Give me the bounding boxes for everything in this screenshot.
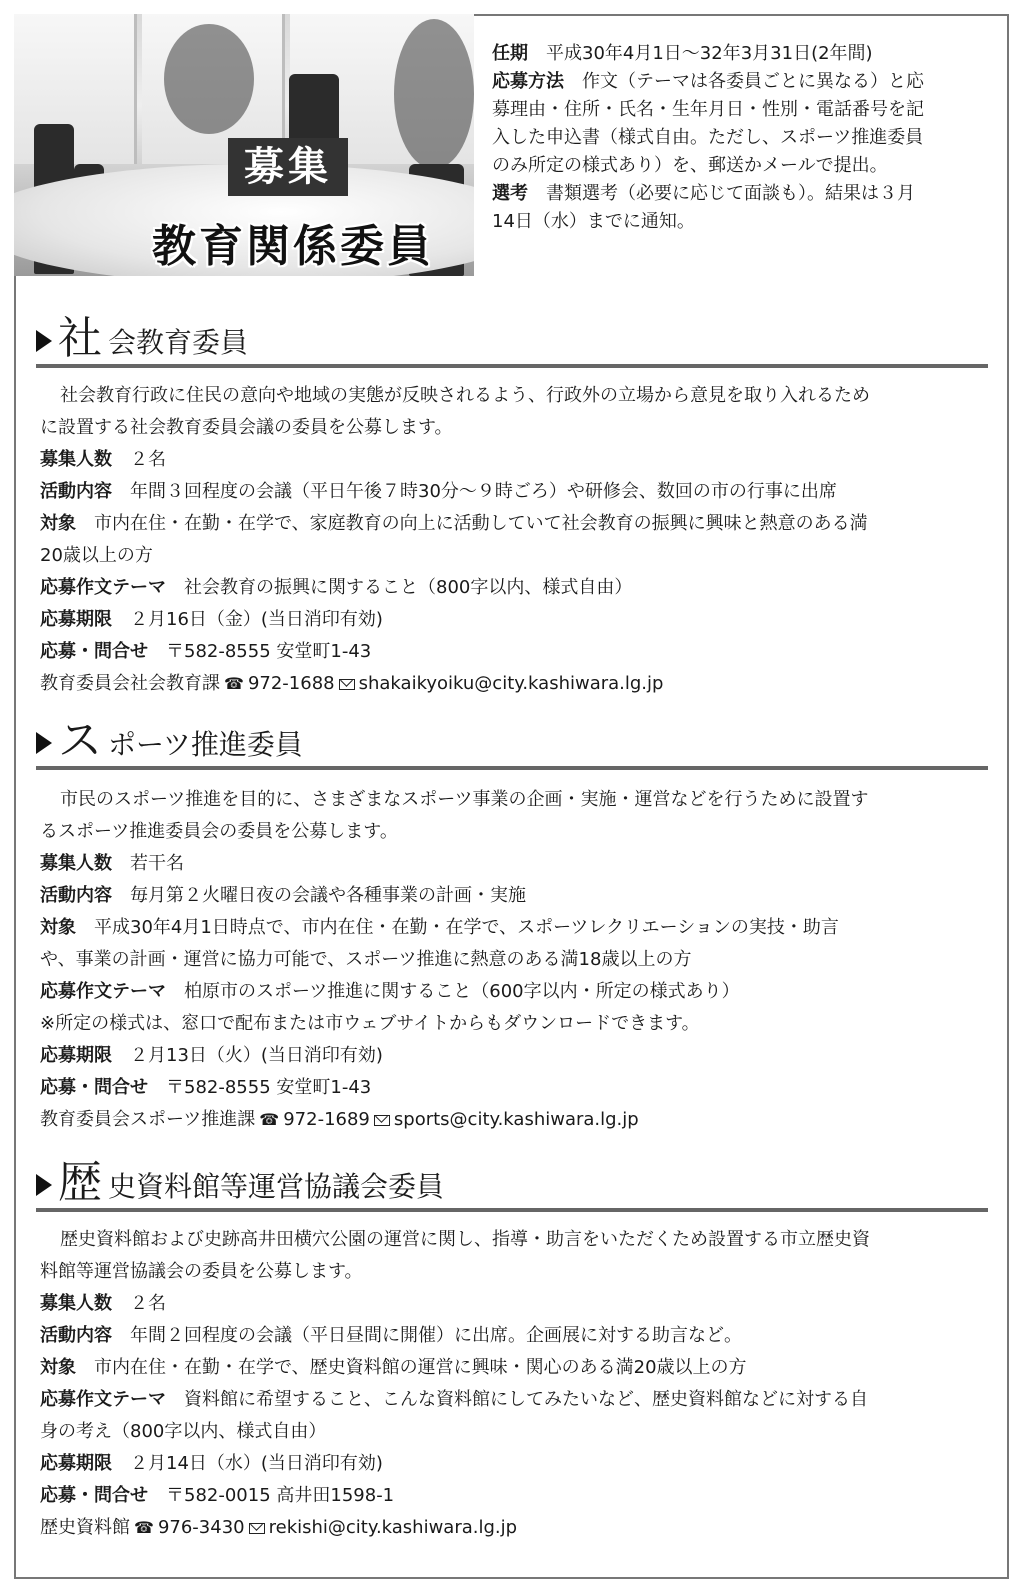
target-value: 市内在住・在勤・在学で、家庭教育の向上に活動していて社会教育の振興に興味と熱意のある満 — [94, 513, 868, 534]
target-value: 20歳以上の方 — [40, 545, 153, 566]
triangle-icon — [36, 732, 52, 754]
hero-title-large: 教育関係委員 — [152, 221, 434, 272]
email-link[interactable]: sports@city.kashiwara.lg.jp — [393, 1109, 639, 1130]
theme-value: 身の考え（800字以内、様式自由） — [40, 1421, 327, 1442]
section-initial: 社 — [58, 313, 102, 364]
email-link[interactable]: shakaikyoiku@city.kashiwara.lg.jp — [358, 673, 664, 694]
section-body — [40, 784, 980, 1136]
apply-value: 募理由・住所・氏名・生年月日・性別・電話番号を記 — [492, 99, 924, 120]
theme-label: 応募作文テーマ — [40, 577, 166, 598]
plant-decoration — [164, 24, 254, 134]
contact-label: 応募・問合せ — [40, 641, 148, 662]
department: 歴史資料館 — [40, 1517, 130, 1538]
target-value: 市内在住・在勤・在学で、歴史資料館の運営に興味・関心のある満20歳以上の方 — [94, 1357, 747, 1378]
note-text: ※所定の様式は、窓口で配布または市ウェブサイトからもダウンロードできます。 — [40, 1013, 700, 1034]
department: 教育委員会スポーツ推進課 — [40, 1109, 256, 1130]
section-title: ポーツ推進委員 — [108, 728, 303, 761]
plant-decoration — [394, 19, 474, 169]
select-value: 書類選考（必要に応じて面談も）。結果は３月 — [546, 183, 915, 204]
target-label: 対象 — [40, 513, 76, 534]
activity-value: 年間３回程度の会議（平日午後７時30分～９時ごろ）や研修会、数回の市の行事に出席 — [130, 481, 837, 502]
target-label: 対象 — [40, 917, 76, 938]
mail-icon — [339, 679, 355, 690]
activity-value: 年間２回程度の会議（平日昼間に開催）に出席。企画展に対する助言など。 — [130, 1325, 742, 1346]
section-heading — [36, 1157, 988, 1212]
term-value: 平成30年4月1日～32年3月31日(2年間) — [546, 43, 873, 64]
theme-value: 柏原市のスポーツ推進に関すること（600字以内・所定の様式あり） — [184, 981, 740, 1002]
address: 〒582-0015 高井田1598-1 — [166, 1485, 395, 1506]
section-initial: ス — [58, 715, 102, 766]
address: 〒582-8555 安堂町1-43 — [166, 1077, 372, 1098]
contact-label: 応募・問合せ — [40, 1077, 148, 1098]
section-title: 史資料館等運営協議会委員 — [108, 1170, 445, 1203]
activity-value: 毎月第２火曜日夜の会議や各種事業の計画・実施 — [130, 885, 526, 906]
target-value: 平成30年4月1日時点で、市内在住・在勤・在学で、スポーツレクリエーションの実技・助言 — [94, 917, 839, 938]
count-label: 募集人数 — [40, 853, 112, 874]
department: 教育委員会社会教育課 — [40, 673, 220, 694]
deadline-label: 応募期限 — [40, 609, 112, 630]
hero-title-small: 募集 — [244, 143, 332, 190]
intro-text: るスポーツ推進委員会の委員を公募します。 — [40, 821, 398, 842]
intro-text: 市民のスポーツ推進を目的に、さまざまなスポーツ事業の企画・実施・運営などを行うために設置す — [60, 789, 869, 810]
theme-value: 社会教育の振興に関すること（800字以内、様式自由） — [184, 577, 633, 598]
deadline-value: ２月13日（火）(当日消印有効) — [130, 1045, 383, 1066]
count-label: 募集人数 — [40, 449, 112, 470]
section-body — [40, 1224, 980, 1544]
triangle-icon — [36, 1174, 52, 1196]
intro-text: 歴史資料館および史跡高井田横穴公園の運営に関し、指導・助言をいただくため設置する市立歴史資 — [60, 1229, 870, 1250]
deadline-label: 応募期限 — [40, 1045, 112, 1066]
activity-label: 活動内容 — [40, 481, 112, 502]
intro-text: に設置する社会教育委員会議の委員を公募します。 — [40, 417, 453, 438]
count-label: 募集人数 — [40, 1293, 112, 1314]
target-value: や、事業の計画・運営に協力可能で、スポーツ推進に熱意のある満18歳以上の方 — [40, 949, 692, 970]
general-info — [492, 40, 992, 236]
apply-value: 入した申込書（様式自由。ただし、スポーツ推進委員 — [492, 127, 924, 148]
phone-icon: ☎ — [134, 1518, 154, 1537]
contact-label: 応募・問合せ — [40, 1485, 148, 1506]
section-body — [40, 380, 980, 700]
apply-label: 応募方法 — [492, 71, 564, 92]
activity-label: 活動内容 — [40, 1325, 112, 1346]
mail-icon — [249, 1523, 265, 1534]
theme-label: 応募作文テーマ — [40, 981, 166, 1002]
phone-number[interactable]: 976-3430 — [157, 1517, 245, 1538]
count-value: ２名 — [130, 449, 166, 470]
count-value: ２名 — [130, 1293, 166, 1314]
hero-image — [14, 14, 474, 276]
triangle-icon — [36, 330, 52, 352]
select-value: 14日（水）までに通知。 — [492, 211, 695, 232]
intro-text: 社会教育行政に住民の意向や地域の実態が反映されるよう、行政外の立場から意見を取り入れるため — [60, 385, 870, 406]
activity-label: 活動内容 — [40, 885, 112, 906]
apply-value: のみ所定の様式あり）を、郵送かメールで提出。 — [492, 155, 888, 176]
apply-value: 作文（テーマは各委員ごとに異なる）と応 — [582, 71, 924, 92]
address: 〒582-8555 安堂町1-43 — [166, 641, 372, 662]
deadline-value: ２月16日（金）(当日消印有効) — [130, 609, 383, 630]
deadline-label: 応募期限 — [40, 1453, 112, 1474]
count-value: 若干名 — [130, 853, 184, 874]
section-heading — [36, 715, 988, 770]
theme-value: 資料館に希望すること、こんな資料館にしてみたいなど、歴史資料館などに対する自 — [184, 1389, 868, 1410]
phone-number[interactable]: 972-1688 — [247, 673, 335, 694]
window-decoration — [14, 14, 137, 164]
section-heading — [36, 313, 988, 368]
phone-icon: ☎ — [224, 674, 244, 693]
deadline-value: ２月14日（水）(当日消印有効) — [130, 1453, 383, 1474]
phone-number[interactable]: 972-1689 — [283, 1109, 370, 1130]
term-label: 任期 — [492, 43, 528, 64]
mail-icon — [374, 1115, 390, 1126]
theme-label: 応募作文テーマ — [40, 1389, 166, 1410]
section-initial: 歴 — [58, 1157, 102, 1208]
section-title: 会教育委員 — [108, 326, 249, 359]
intro-text: 料館等運営協議会の委員を公募します。 — [40, 1261, 363, 1282]
target-label: 対象 — [40, 1357, 76, 1378]
email-link[interactable]: rekishi@city.kashiwara.lg.jp — [268, 1517, 518, 1538]
select-label: 選考 — [492, 183, 528, 204]
phone-icon: ☎ — [259, 1110, 280, 1129]
